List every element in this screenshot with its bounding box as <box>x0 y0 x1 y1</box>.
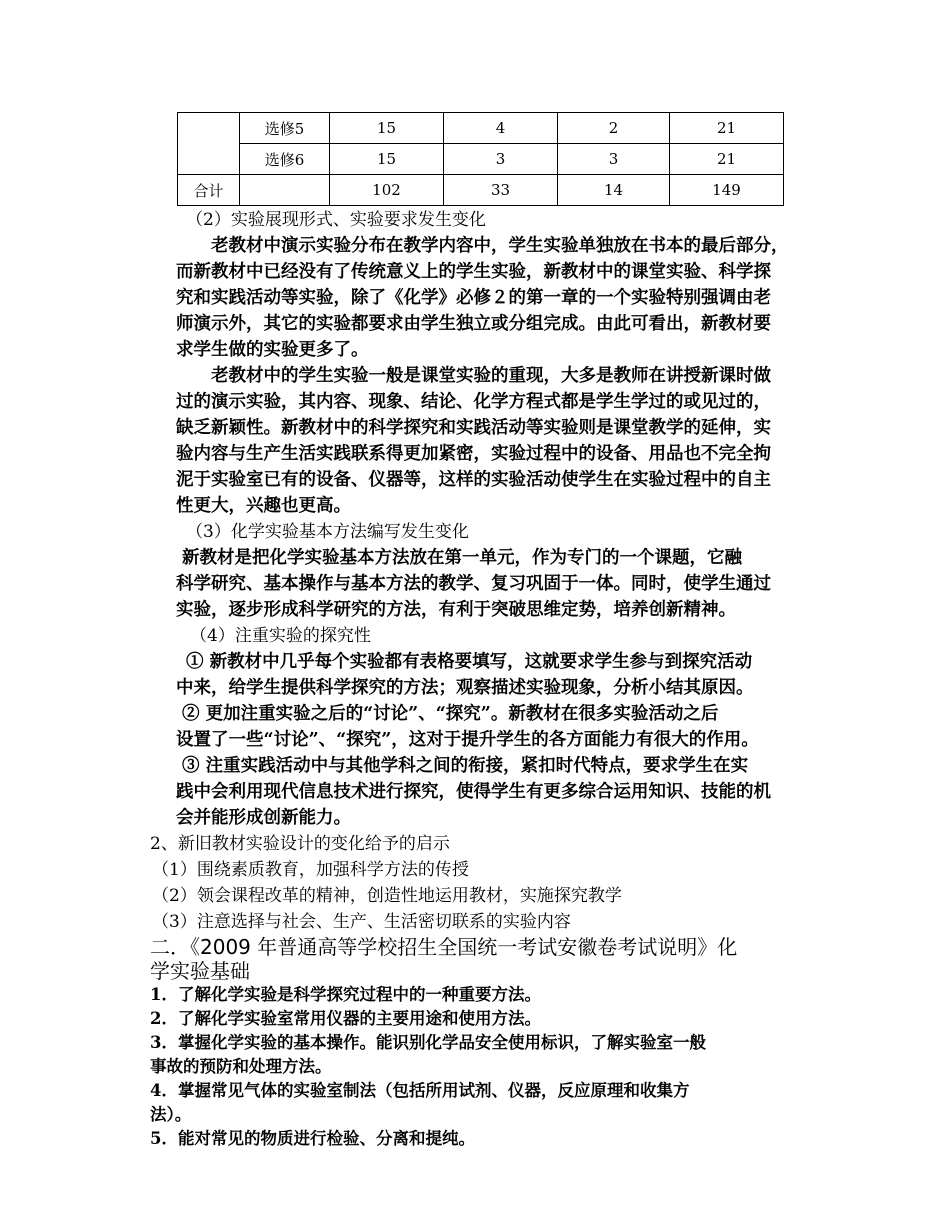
experiment-count-table <box>177 112 784 206</box>
body-text <box>150 207 801 1151</box>
table-cell: 2 <box>558 113 670 144</box>
text-line: 3．掌握化学实验的基本操作。能识别化学品安全使用标识，了解实验室一般 <box>150 1033 706 1052</box>
section-heading: （4）注重实验的探究性 <box>190 626 371 646</box>
table-cell: 102 <box>330 175 444 206</box>
table-cell: 选修5 <box>240 113 330 144</box>
text-line: 会并能形成创新能力。 <box>176 808 351 828</box>
table-cell: 21 <box>670 144 784 175</box>
text-line: 科学研究、基本操作与基本方法的教学、复习巩固于一体。同时，使学生通过 <box>176 574 771 594</box>
text-line: 设置了一些“讨论”、“探究”，这对于提升学生的各方面能力有很大的作用。 <box>176 730 759 750</box>
list-item <box>176 649 801 701</box>
list-item <box>150 1079 801 1127</box>
table-cell: 合计 <box>178 175 240 206</box>
paragraph <box>176 363 801 519</box>
text-line: ② 更加注重实验之后的“讨论”、“探究”。新教材在很多实验活动之后 <box>182 704 719 724</box>
list-item: 1．了解化学实验是科学探究过程中的一种重要方法。 <box>150 985 541 1004</box>
table-cell <box>240 175 330 206</box>
text-line: 新教材是把化学实验基本方法放在第一单元，作为专门的一个课题，它融 <box>182 548 742 568</box>
text-line: 验内容与生产生活实践联系得更加紧密，实验过程中的设备、用品也不完全拘 <box>176 444 771 464</box>
text-line: 践中会利用现代信息技术进行探究，使得学生有更多综合运用知识、技能的机 <box>176 782 771 802</box>
table-row <box>178 113 784 144</box>
table-cell: 3 <box>444 144 558 175</box>
text-line: 过的演示实验，其内容、现象、结论、化学方程式都是学生学过的或见过的， <box>176 392 771 412</box>
text-line: 老教材中演示实验分布在教学内容中，学生实验单独放在书本的最后部分， <box>211 236 789 256</box>
list-item <box>176 753 801 831</box>
list-item: 2．了解化学实验室常用仪器的主要用途和使用方法。 <box>150 1009 541 1028</box>
table-cell: 15 <box>330 144 444 175</box>
part-title: 2、新旧教材实验设计的变化给予的启示 <box>150 834 450 854</box>
list-item <box>150 1031 801 1079</box>
table-cell: 4 <box>444 113 558 144</box>
text-line: 实验，逐步形成科学研究的方法，有利于突破思维定势，培养创新精神。 <box>176 600 736 620</box>
section-b <box>150 935 801 1151</box>
text-line: ③ 注重实践活动中与其他学科之间的衔接，紧扣时代特点，要求学生在实 <box>182 756 749 776</box>
text-line: 师演示外，其它的实验都要求由学生独立或分组完成。由此可看出，新教材要 <box>176 314 771 334</box>
table-cell: 选修6 <box>240 144 330 175</box>
table-cell: 14 <box>558 175 670 206</box>
section-heading: （2）实验展现形式、实验要求发生变化 <box>186 210 486 230</box>
text-line: 缺乏新颖性。新教材中的科学探究和实践活动等实验则是课堂教学的延伸，实 <box>176 418 771 438</box>
table-cell: 3 <box>558 144 670 175</box>
list-item: 5．能对常见的物质进行检验、分离和提纯。 <box>150 1129 475 1148</box>
paragraph <box>176 233 801 363</box>
text-line: 求学生做的实验更多了。 <box>176 340 369 360</box>
list-item <box>176 701 801 753</box>
table-cell <box>178 113 240 175</box>
text-line: 法）。 <box>150 1105 192 1124</box>
paragraph <box>176 545 801 623</box>
section-b-heading: 二．《2009 年普通高等学校招生全国统一考试安徽卷考试说明》化 <box>150 935 738 959</box>
section-heading: （3）化学实验基本方法编写发生变化 <box>186 522 469 542</box>
text-line: 事故的预防和处理方法。 <box>150 1057 332 1076</box>
text-line: 中来，给学生提供科学探究的方法；观察描述实验现象，分析小结其原因。 <box>176 678 754 698</box>
list-item: （1）围绕素质教育，加强科学方法的传授 <box>152 860 469 880</box>
list-item: （3）注意选择与社会、生产、生活密切联系的实验内容 <box>152 912 571 932</box>
text-line: 4．掌握常见气体的实验室制法（包括所用试剂、仪器，反应原理和收集方 <box>150 1081 690 1100</box>
table-cell: 149 <box>670 175 784 206</box>
text-line: ① 新教材中几乎每个实验都有表格要填写，这就要求学生参与到探究活动 <box>186 652 753 672</box>
table-row <box>178 175 784 206</box>
text-line: 泥于实验室已有的设备、仪器等，这样的实验活动使学生在实验过程中的自主 <box>176 470 771 490</box>
text-line: 老教材中的学生实验一般是课堂实验的重现，大多是教师在讲授新课时做 <box>211 366 771 386</box>
table-row <box>178 144 784 175</box>
table-cell: 15 <box>330 113 444 144</box>
text-line: 究和实践活动等实验，除了《化学》必修２的第一章的一个实验特别强调由老 <box>176 288 771 308</box>
text-line: 性更大，兴趣也更高。 <box>176 496 351 516</box>
table-cell: 21 <box>670 113 784 144</box>
text-line: 而新教材中已经没有了传统意义上的学生实验，新教材中的课堂实验、科学探 <box>176 262 771 282</box>
table-cell: 33 <box>444 175 558 206</box>
section-b-heading-cont: 学实验基础 <box>150 959 250 983</box>
list-item: （2）领会课程改革的精神，创造性地运用教材，实施探究教学 <box>152 886 622 906</box>
